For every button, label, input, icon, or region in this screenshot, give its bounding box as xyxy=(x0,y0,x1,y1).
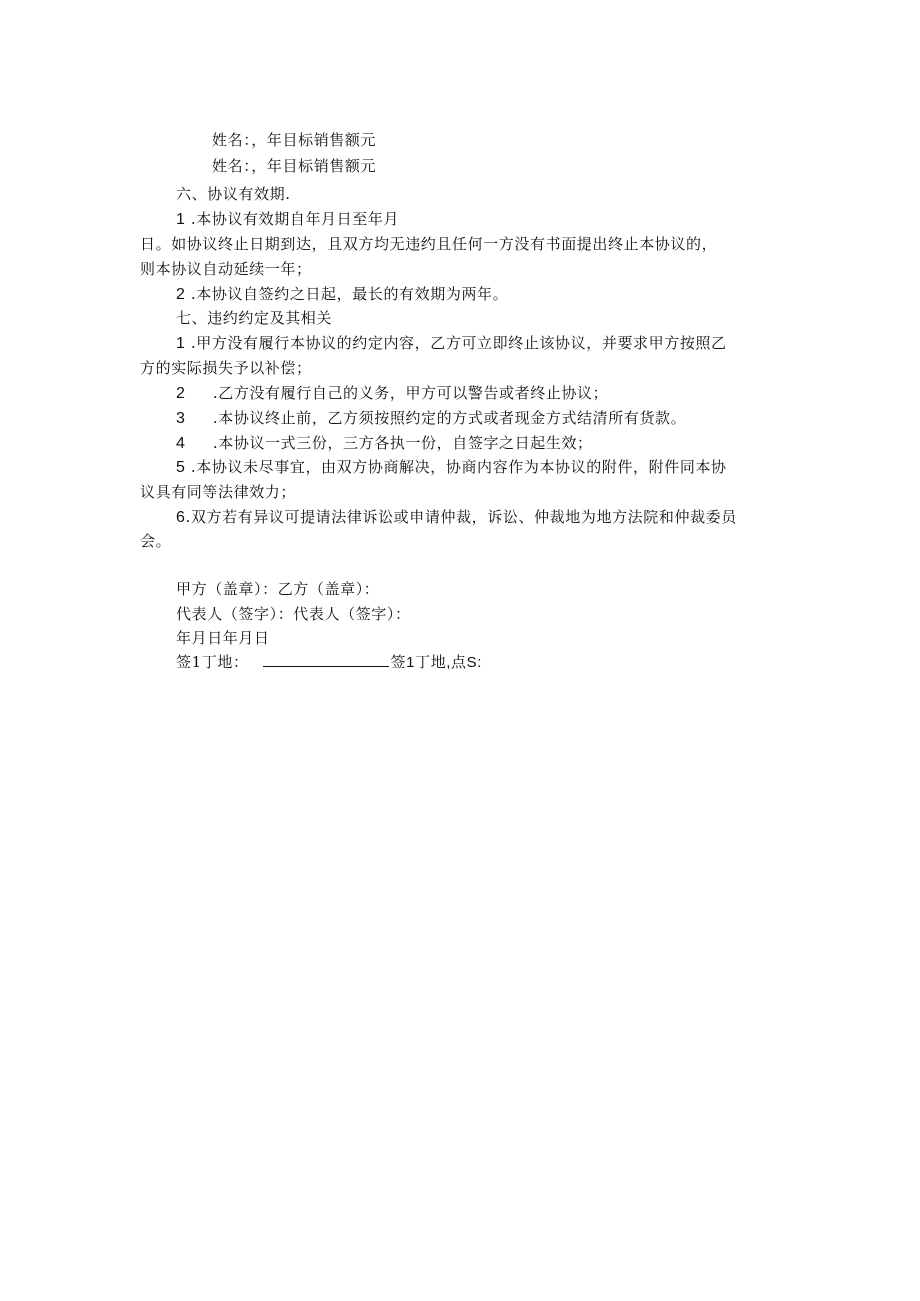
clause xyxy=(176,209,399,230)
clause-text: .双方若有异议可提请法律诉讼或申请仲裁，诉讼、仲裁地为地方法院和仲裁委员 xyxy=(185,508,737,526)
section-heading: 六、协议有效期. xyxy=(176,185,291,203)
clause-number: 5 xyxy=(176,459,186,476)
clause xyxy=(176,333,727,354)
clause-number: 1 xyxy=(176,211,186,228)
clause xyxy=(176,507,737,528)
clause-text: .本协议终止前，乙方须按照约定的方式或者现金方式结清所有货款。 xyxy=(212,409,687,427)
clause-text: .甲方没有履行本协议的约定内容，乙方可立即终止该协议，并要求甲方按照乙 xyxy=(190,334,727,352)
clause-continuation: 则本协议自动延续一年； xyxy=(140,260,312,278)
clause xyxy=(176,383,608,404)
clause xyxy=(176,457,727,478)
date-line: 年月日年月日 xyxy=(176,629,270,647)
clause-continuation: 议具有同等法律效力； xyxy=(140,483,297,501)
clause-text: .本协议有效期自年月日至年月 xyxy=(190,210,400,228)
clause-text: .本协议一式三份，三方各执一份，自签字之日起生效； xyxy=(212,434,593,452)
clause-text: .本协议自签约之日起，最长的有效期为两年。 xyxy=(190,285,509,303)
clause-continuation: 会。 xyxy=(140,532,172,550)
clause-number: 3 xyxy=(176,410,186,427)
signing-place-blank xyxy=(263,652,389,667)
clause-continuation: 日。如协议终止日期到达，且双方均无违约且任何一方没有书面提出终止本协议的， xyxy=(140,235,718,253)
section-heading: 七、违约约定及其相关 xyxy=(176,309,333,327)
clause-text: .本协议未尽事宜，由双方协商解决，协商内容作为本协议的附件，附件同本协 xyxy=(190,458,727,476)
sales-target-line: 姓名：，年目标销售额元 xyxy=(212,157,377,175)
clause xyxy=(176,284,508,305)
sales-target-line: 姓名：，年目标销售额元 xyxy=(212,131,377,149)
clause xyxy=(176,408,686,429)
seal-line: 甲方（盖章）：乙方（盖章）： xyxy=(176,580,380,598)
clause-number: 1 xyxy=(176,335,186,352)
signing-place-right: 签1丁地,点S: xyxy=(390,654,483,671)
clause-number: 2 xyxy=(176,286,186,303)
clause-number: 4 xyxy=(176,435,186,452)
clause-continuation: 方的实际损失予以补偿； xyxy=(140,359,312,377)
representative-line: 代表人（签字）：代表人（签字）： xyxy=(176,605,411,623)
clause-text: .乙方没有履行自己的义务，甲方可以警告或者终止协议； xyxy=(212,384,609,402)
signing-place-line xyxy=(176,652,482,673)
clause xyxy=(176,433,593,454)
clause-number: 2 xyxy=(176,385,186,402)
signing-place-left: 签1丁地： xyxy=(176,653,249,671)
clause-number: 6 xyxy=(176,509,186,526)
